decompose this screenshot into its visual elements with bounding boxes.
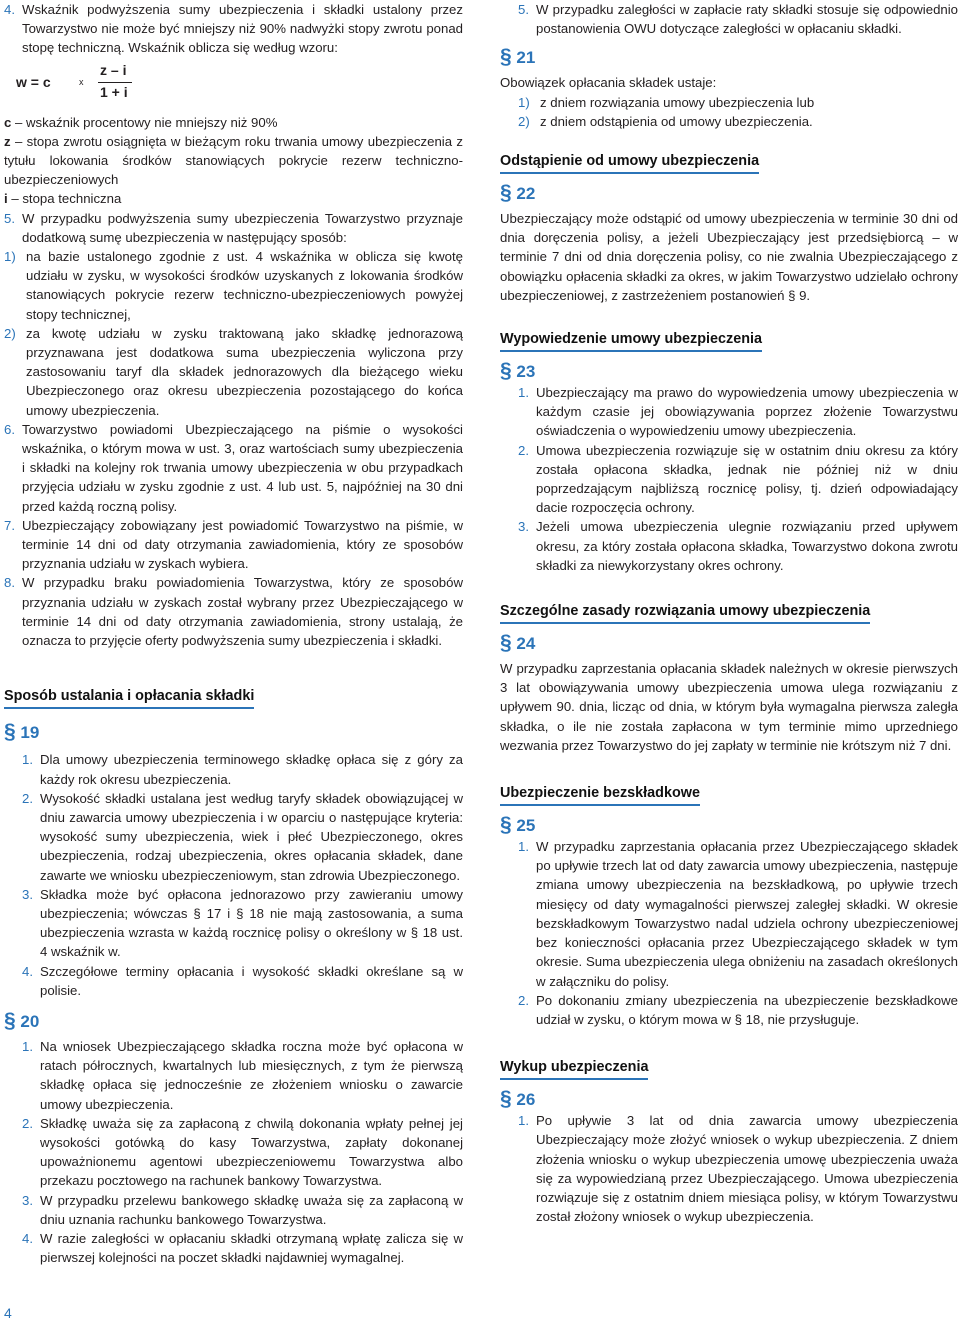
section-marker-20 [4,1010,463,1033]
section-number: 26 [516,1090,536,1110]
item-number: 3. [22,886,33,902]
definition-symbol: i [4,191,8,207]
s24-text: W przypadku zaprzestania opłacania składek należnych w okresie pierwszych 3 lat obowiązywania umowy ubezpieczenia umowa ulega rozwiązaniu z upływem 90. dnia, licząc od dnia, w którym była wymagalna pierwsza zaległa składka, o ile nie została zapłacona w tym terminie mimo uprzedniego wezwania przez Towarzystwo do jej zapłaty w terminie nie krótszym niż 7 dni. [500,661,958,753]
item-number: 1. [22,752,33,768]
section-heading: Odstąpienie od umowy ubezpieczenia [500,151,759,174]
item-text: W razie zaległości w opłacaniu składki otrzymaną wpłatę zalicza się w pierwszej kolejności na poczet składki najdawniej wymagalnej. [40,1230,463,1266]
paragraph-sign-icon: § [500,813,512,837]
item-text: W przypadku podwyższenia sumy ubezpieczenia Towarzystwo przyznaje dodatkową sumę ubezpieczenia w następujący sposób: [22,210,463,245]
right-column [500,0,958,1226]
s25-item-1 [500,837,958,991]
item-text: Po upływie 3 lat od dnia zawarcia umowy ubezpieczenia Ubezpieczający może złożyć wniosek o wykup ubezpieczenia. Z dniem złożenia wniosku o wykup ubezpieczenia umowę ubezpieczenia uważa się za wypowiedzianą przez Ubezpieczającego. Umowa ubezpieczenia rozwiązuje się z ostatnim dniem miesiąca polisy, w którym Towarzystwu został złożony wniosek o wykup ubezpieczenia. [536,1113,958,1225]
section-heading: Wypowiedzenie umowy ubezpieczenia [500,329,762,352]
heading-wrap [500,783,958,806]
s20-item-4 [4,1229,463,1267]
sub-number: 1) [4,249,16,265]
definition-symbol: c [4,114,12,130]
item-text: Umowa ubezpieczenia rozwiązuje się w ostatnim dniu okresu za który została opłacona składka, jednak nie później niż w dniu poprzedzającym najbliższą rocznicę polisy, tj. dzień odpowiadający dacie rozpoczęcia ochrony. [536,442,958,516]
section-heading: Sposób ustalania i opłacania składki [4,686,254,709]
item-number: 8. [4,575,15,591]
item-text: Po dokonaniu zmiany ubezpieczenia na ubezpieczenie bezskładkowe udział w zysku, o którym mowa w § 18, nie przysługuje. [536,992,958,1027]
item-text: Składkę uważa się za zapłaconą z chwilą dokonania wpłaty pełnej jej wysokości gotówką do kasy Towarzystwa, zapłaty dokonanej upoważnionemu agentowi ubezpieczeniowemu Towarzystwa albo przekazu pocztowego na rachunek bankowy Towarzystwa. [40,1115,463,1189]
sub-text: za kwotę udziału w zysku traktowaną jako składkę jednorazową przyznawana jest dodatkowa suma ubezpieczenia wyliczona przy zastosowaniu taryf dla składek jednorazowych dla bieżącego wieku Ubezpieczonego oraz okresu ubezpieczenia pozostającego do końca umowy ubezpieczenia. [26,325,463,418]
formula-lhs: w = c [16,73,51,90]
formula [4,61,463,111]
section-marker-22 [500,182,958,205]
paragraph-sign-icon: § [500,45,512,69]
s20-item-3 [4,1191,463,1229]
sub-text: z dniem rozwiązania umowy ubezpieczenia lub [540,94,815,110]
left-item-7 [4,516,463,574]
item-text: Składka może być opłacona jednorazowo przy zawieraniu umowy ubezpieczenia; wówczas § 17 i § 18 nie mają zastosowania, a suma ubezpieczenia wzrasta w każdą rocznicę polisy o określony w § 18 ust. 4 wskaźnik w. [40,886,463,960]
definition-z [4,132,463,190]
item-text: W przypadku przelewu bankowego składkę uważa się za zapłaconą w dniu uznania rachunku bankowego Towarzystwa. [40,1192,463,1227]
definition-text: – wskaźnik procentowy nie mniejszy niż 90% [15,114,278,130]
left-column [4,0,463,1267]
left-item-6 [4,420,463,516]
item-number: 7. [4,517,15,533]
item-text: Szczegółowe terminy opłacania i wysokość składki określane są w polisie. [40,963,463,998]
definition-i [4,189,463,208]
definition-text: – stopa techniczna [11,191,122,207]
left-item-5 [4,209,463,247]
item-text: Jeżeli umowa ubezpieczenia ulegnie rozwiązaniu przed upływem okresu, za który została opłacona składka, Towarzystwo dokona zwrotu składki za niewykorzystany okres ochrony. [536,519,958,573]
item-number: 1. [22,1038,33,1054]
section-marker-19 [4,721,463,744]
item-number: 5. [518,2,529,17]
s19-item-2 [4,789,463,885]
section-23-items [500,383,958,575]
paragraph-sign-icon: § [4,1008,16,1032]
s20-item-2 [4,1114,463,1191]
section-marker-25 [500,814,958,837]
item-text: Wskaźnik podwyższenia sumy ubezpieczenia i składki ustalony przez Towarzystwo nie może być mniejszy niż 90% nadwyżki stopy zwrotu ponad stopę techniczną. Wskaźnik oblicza się według wzoru: [22,2,463,56]
section-number: 24 [516,634,536,654]
page-number: 4 [4,1305,12,1321]
section-number: 21 [516,48,536,68]
paragraph-sign-icon: § [500,631,512,655]
item-number: 2. [518,992,529,1008]
item-number: 1. [518,1113,529,1129]
heading-wrap [500,329,958,352]
definition-symbol: z [4,133,11,149]
definitions [4,113,463,209]
heading-wrap [4,686,463,709]
s19-item-4 [4,962,463,1000]
section-25-items [500,837,958,1029]
item-number: 4. [4,2,15,17]
s19-item-1 [4,750,463,788]
section-heading: Wykup ubezpieczenia [500,1057,648,1080]
s25-item-2 [500,991,958,1029]
sub-item-1 [4,247,463,324]
item-number: 4. [22,1230,33,1246]
section-26-items [500,1111,958,1226]
sub-item-2 [4,324,463,420]
definition-c [4,113,463,132]
sub-text: z dniem odstąpienia od umowy ubezpieczenia. [540,113,813,129]
item-number: 2. [518,442,529,458]
section-number: 23 [516,362,536,382]
s26-item-1 [500,1111,958,1226]
item-text: Dla umowy ubezpieczenia terminowego składkę opłaca się z góry za każdy rok okresu ubezpieczenia. [40,752,463,787]
item-number: 1. [518,385,529,401]
item-number: 3. [518,519,529,535]
heading-wrap [500,601,958,624]
item-number: 2. [22,790,33,806]
item-text: Wysokość składki ustalana jest według taryfy składek obowiązującej w dniu zawarcia umowy ubezpieczenia i w oparciu o następujące kryteria: wysokość sumy ubezpieczenia, wiek i płeć Ubezpieczonego, okres ubezpieczenia, rodzaj ubezpieczenia, okres opłacania składek, dane zawarte we wniosku ubezpieczeniowym, stan zdrowia Ubezpieczonego. [40,790,463,883]
item-text: Ubezpieczający zobowiązany jest powiadomić Towarzystwo na piśmie, w terminie 14 dni od daty otrzymania zawiadomienia, który ze sposobów przyznania udziału w zyskach wybiera. [22,517,463,572]
left-item-8 [4,573,463,650]
heading-wrap [500,151,958,174]
paragraph-sign-icon: § [4,720,16,744]
heading-wrap [500,1057,958,1080]
section-heading: Szczególne zasady rozwiązania umowy ubezpieczenia [500,601,870,624]
section-number: 25 [516,816,536,836]
section-19-items [4,750,463,1000]
section-marker-21 [500,46,958,69]
section-20-items [4,1037,463,1267]
s23-item-3 [500,517,958,575]
left-item-4 [4,0,463,58]
section-number: 20 [20,1011,40,1031]
sub-number: 2) [4,325,16,341]
item-number: 6. [4,421,15,437]
section-marker-23 [500,360,958,383]
item-number: 3. [22,1192,33,1208]
item-text: W przypadku braku powiadomienia Towarzystwa, który ze sposobów przyznania udziału w zyskach został wybrany przez Ubezpieczającego w terminie 14 dni od daty otrzymania zawiadomienia, strony ustalają, że oznacza to przyjęcie oferty podwyższenia sumy ubezpieczenia i składki. [22,575,463,649]
s19-item-3 [4,885,463,962]
item-text: Na wniosek Ubezpieczającego składka roczna może być opłacona w ratach półrocznych, kwartalnych lub miesięcznych, z tym że pierwszą składkę opłaca się jednocześnie ze złożeniem wniosku o zawarcie umowy ubezpieczenia. [40,1038,463,1112]
sub-number: 1) [518,94,530,110]
s23-item-1 [500,383,958,441]
item-text: W przypadku zaległości w zapłacie raty składki stosuje się odpowiednio postanowienia OWU dotyczące zaległości w opłacaniu składki. [536,2,958,37]
section-heading: Ubezpieczenie bezskładkowe [500,783,700,806]
sub-number: 2) [518,113,530,129]
sub-text: na bazie ustalonego zgodnie z ust. 4 wskaźnika w oblicza się kwotę udziału w zysku, w wysokości środków uzyskanych z lokowania środków stanowiących pokrycie rezerw techniczno-ubezpieczeniowych powyżej stopy technicznej, [26,249,463,322]
s22-text: Ubezpieczający może odstąpić od umowy ubezpieczenia w terminie 30 dni od dnia doręczenia polisy, a jeżeli Ubezpieczający jest przedsiębiorcą – w terminie 7 dni od dnia doręczenia polisy, co nie zwalnia Ubezpieczającego z obowiązku opłacenia składki za okres, w jakim Towarzystwo udzielało ochrony ubezpieczeniowej, z zastrzeżeniem postanowień § 9. [500,211,958,303]
formula-multiply: x [79,76,84,87]
item-text: Ubezpieczający ma prawo do wypowiedzenia umowy ubezpieczenia w każdym czasie jej obowiązywania poprzez złożenie Towarzystwu oświadczenia o wypowiedzeniu umowy ubezpieczenia. [536,385,958,439]
item-text: Towarzystwo powiadomi Ubezpieczającego na piśmie o wysokości wskaźnika, o którym mowa w ust. 3, oraz wartościach sumy ubezpieczenia i składki na kolejny rok trwania umowy ubezpieczenia w obu przypadkach przyjęcia udziału w zysku zgodnie z ust. 4 lub ust. 5, najpóźniej na 30 dni przed każdą roczną polisy. [22,421,463,514]
item-text: W przypadku zaprzestania opłacania przez Ubezpieczającego składek po upływie trzech lat od daty zawarcia umowy ubezpieczenia, następuje zmiana umowy ubezpieczenia na bezskładkową, po upływie trzech miesięcy od daty wymagalności pierwszej zaległej składki. W okresie bezskładkowym Towarzystwo nadal udziela ochrony ubezpieczeniowej bez konieczności opłacania przez Ubezpieczającego składek w tym okresie. Suma ubezpieczenia ulega obniżeniu na zasadach określonych w załączniku do polisy. [536,839,958,989]
s21-sub-1 [500,93,958,112]
paragraph-sign-icon: § [500,1087,512,1111]
item-number: 4. [22,963,33,979]
item-number: 2. [22,1115,33,1131]
item-number: 5. [4,210,15,226]
item-number: 1. [518,839,529,855]
right-item-5 [500,0,958,38]
paragraph-sign-icon: § [500,359,512,383]
s20-item-1 [4,1037,463,1114]
section-marker-24 [500,632,958,655]
section-number: 22 [516,184,536,204]
section-marker-26 [500,1088,958,1111]
paragraph-sign-icon: § [500,181,512,205]
formula-denominator: 1 + i [100,83,128,100]
s21-intro: Obowiązek opłacania składek ustaje: [500,75,717,91]
s23-item-2 [500,441,958,518]
definition-text: – stopa zwrotu osiągnięta w bieżącym roku trwania umowy ubezpieczenia z tytułu lokowania środków stanowiących pokrycie rezerw techniczno-ubezpieczeniowych [4,133,463,188]
section-number: 19 [20,723,40,743]
formula-numerator: z – i [100,61,127,78]
s21-sub-2 [500,112,958,131]
